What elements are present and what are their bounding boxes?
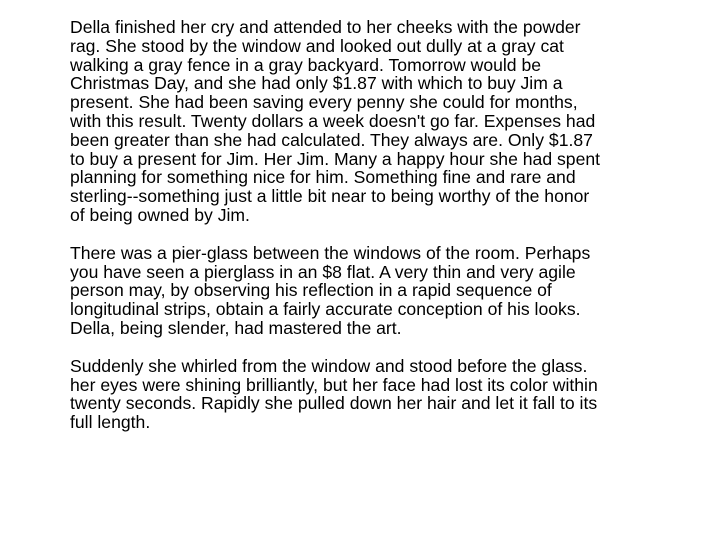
paragraph-2: There was a pier-glass between the windows of the room. Perhaps you have seen a pierglass in an $8 flat. A very thin and very agile person may, by observing his reflection in a rapid sequence of longitudinal strips, obtain a fairly accurate conception of his looks. Della, being slender, had mastered the art. xyxy=(70,242,591,338)
document-body xyxy=(70,18,710,432)
paragraph-1: Della finished her cry and attended to her cheeks with the powder rag. She stood by the window and looked out dully at a gray cat walking a gray fence in a gray backyard. Tomorrow would be Christmas Day, and she had only $1.87 with which to buy Jim a present. She had been saving every penny she could for months, with this result. Twenty dollars a week doesn't go far. Expenses had been greater than she had calculated. They always are. Only $1.87 to buy a present for Jim. Her Jim. Many a happy hour she had spent planning for something nice for him. Something fine and rare and sterling--something just a little bit near to being worthy of the honor of being owned by Jim. xyxy=(70,17,601,225)
paragraph-3: Suddenly she whirled from the window and stood before the glass. her eyes were shining brilliantly, but her face had lost its color within twenty seconds. Rapidly she pulled down her hair and let it fall to its full length. xyxy=(70,355,598,433)
